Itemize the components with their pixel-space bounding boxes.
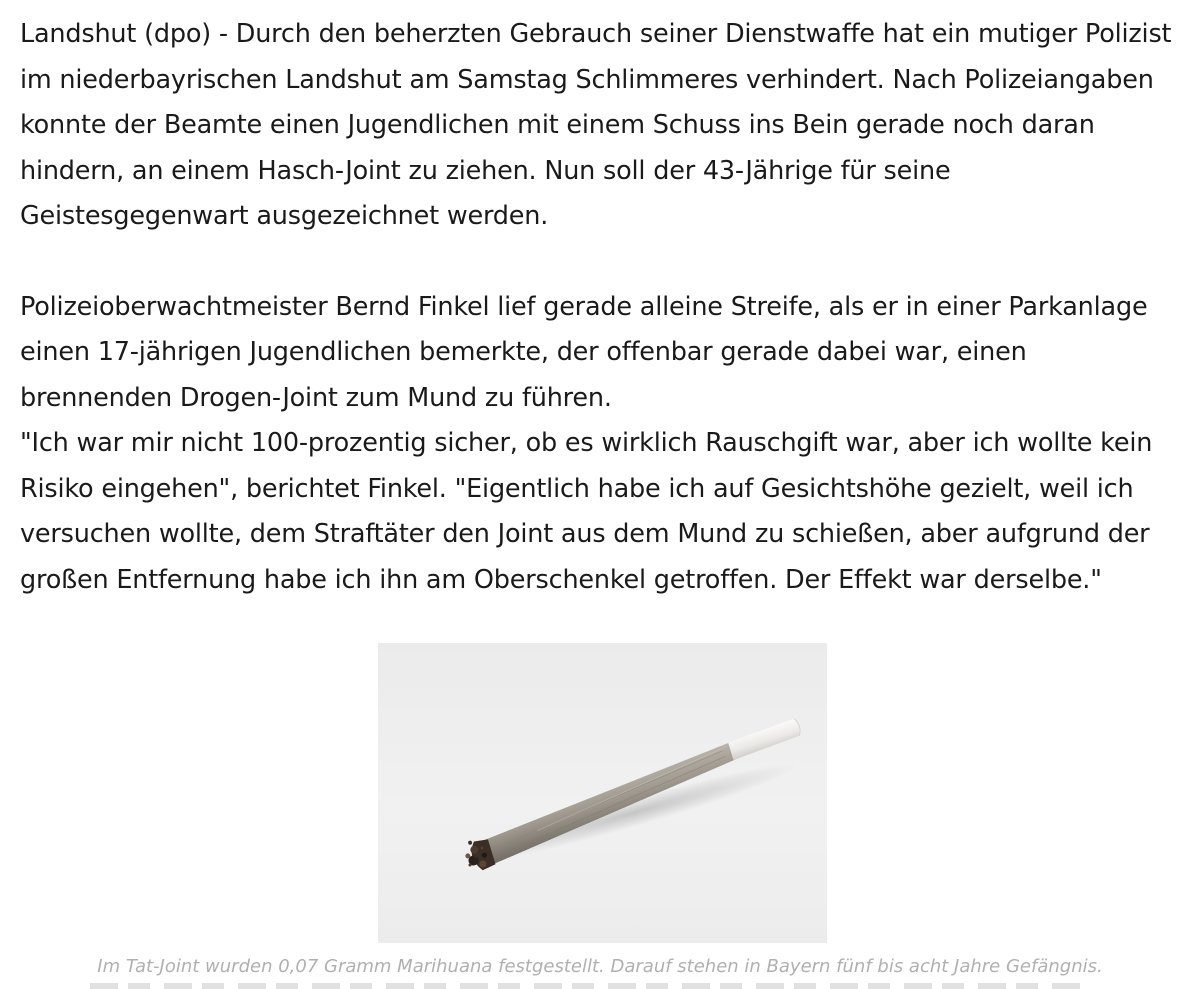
article-paragraph-lead: Landshut (dpo) - Durch den beherzten Gebrauch seiner Dienstwaffe hat ein mutiger Polizist im niederbayrischen Landshut am Samstag Schlimmeres verhindert. Nach Polizeiangaben konnte der Beamte einen Jugendlichen mit einem Schuss ins Bein gerade noch daran hindern, an einem Hasch-Joint zu ziehen. Nun soll der 43-Jährige für seine Geistesgegenwart ausgezeichnet werden. (20, 19, 1172, 231)
article-image (378, 643, 827, 943)
next-line-clipped (0, 981, 1200, 989)
clipped-text-fragment (90, 983, 1090, 989)
joint-illustration (378, 643, 827, 943)
article-paragraph-patrol: Polizeioberwachtmeister Bernd Finkel lief gerade alleine Streife, als er in einer Parkanlage einen 17-jährigen Jugendlichen bemerkte, der offenbar gerade dabei war, einen brennenden Drogen-Joint zum Mund zu führen. (20, 291, 1148, 413)
image-caption: Im Tat-Joint wurden 0,07 Gramm Marihuana festgestellt. Darauf stehen in Bayern fünf bis acht Jahre Gefängnis. (97, 956, 1103, 977)
article-paragraph-quote: "Ich war mir nicht 100-prozentig sicher, ob es wirklich Rauschgift war, aber ich wollte kein Risiko eingehen", berichtet Finkel. "Eigentlich habe ich auf Gesichtshöhe gezielt, weil ich versuchen wollte, dem Straftäter den Joint aus dem Mund zu schießen, aber aufgrund der großen Entfernung habe ich ihn am Oberschenkel getroffen. Der Effekt war derselbe." (20, 428, 1153, 595)
article-body (20, 12, 1185, 603)
